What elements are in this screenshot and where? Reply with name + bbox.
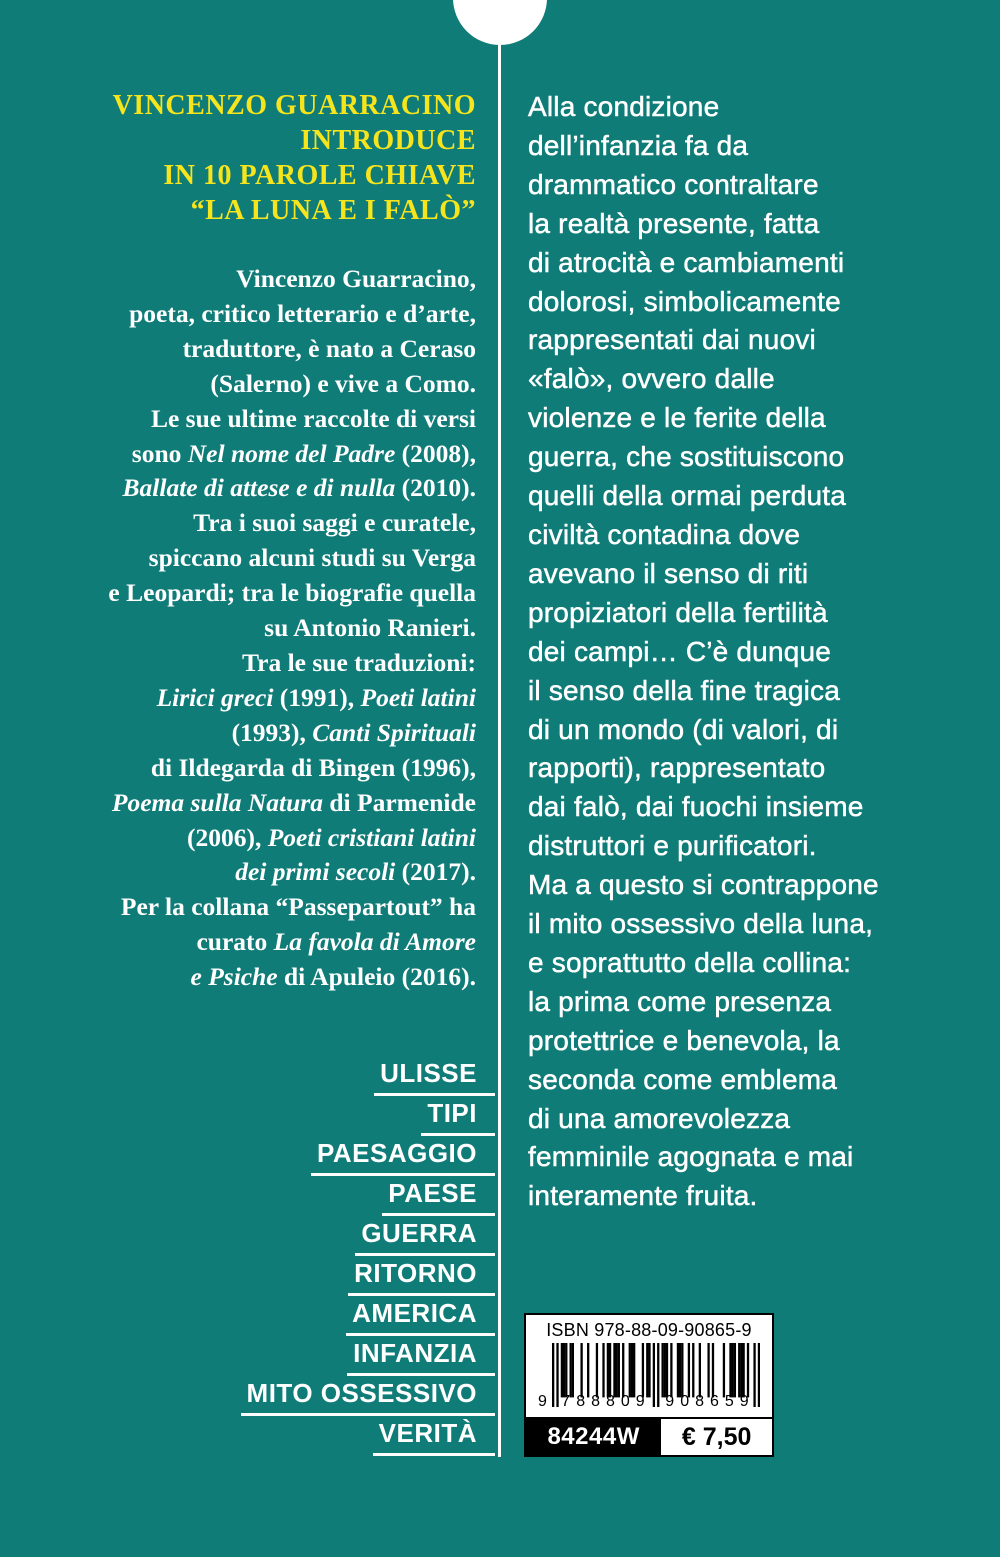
book-description-line: di atrocità e cambiamenti [528,246,845,278]
book-description-line: il senso della fine tragica [528,674,841,706]
book-description-line: guerra, che sostituiscono [528,441,845,473]
die-cut-notch [453,0,547,45]
author-bio-line: curato La favola di Amore [196,927,476,957]
book-description-line: propiziatori della fertilità [528,596,828,628]
book-description-line: «falò», ovvero dalle [528,363,775,395]
price-row [526,1417,772,1455]
author-bio-line: su Antonio Ranieri. [264,613,476,643]
keyword-label: MITO OSSESSIVO [241,1378,495,1416]
author-bio-line: Tra i suoi saggi e curatele, [193,508,476,538]
author-bio-line: (Salerno) e vive a Como. [210,368,476,398]
book-description-line: rappresentati dai nuovi [528,324,816,356]
keyword-label: PAESAGGIO [311,1138,495,1176]
author-bio-line: traduttore, è nato a Ceraso [182,333,476,363]
keyword-label: PAESE [382,1178,495,1216]
keyword-label: TIPI [421,1098,495,1136]
intro-heading-line: VINCENZO GUARRACINO [112,90,476,121]
barcode-digits-right: 908659 [665,1393,755,1410]
author-bio-line: Le sue ultime raccolte di versi [150,403,476,433]
keyword-row [40,1338,495,1376]
keyword-label: AMERICA [346,1298,495,1336]
keyword-row [40,1378,495,1416]
intro-heading-line: IN 10 PAROLE CHIAVE [163,160,476,191]
author-bio-line: e Leopardi; tra le biografie quella [108,578,476,608]
author-bio-line: Lirici greci (1991), Poeti latini [156,682,476,712]
book-description-line: Alla condizione [528,91,720,122]
sku-badge: 84244W [526,1419,661,1455]
author-bio-line: Per la collana “Passepartout” ha [120,892,476,922]
book-description-line: dei campi… C’è dunque [528,635,832,667]
keyword-label: GUERRA [355,1218,495,1256]
keyword-row [40,1418,495,1456]
intro-heading-line: INTRODUCE [300,125,476,156]
book-description-line: rapporti), rappresentato [528,752,826,784]
barcode [538,1343,760,1413]
book-description-line: quelli della ormai perduta [528,480,847,512]
isbn-label: ISBN 978-88-09-90865-9 [546,1320,752,1340]
author-bio-line: Tra le sue traduzioni: [242,647,476,677]
book-description-line: violenze e le ferite della [528,402,826,434]
book-description [528,88,960,1216]
author-bio-line: Ballate di attese e di nulla (2010). [122,473,476,503]
book-description-line: e soprattutto della collina: [528,946,852,978]
keyword-label: INFANZIA [347,1338,495,1376]
keyword-list [40,1058,495,1458]
keyword-label: VERITÀ [373,1418,495,1456]
book-description-line: dolorosi, simbolicamente [528,285,841,317]
intro-heading [40,88,476,228]
author-bio-line: Vincenzo Guarracino, [236,264,476,293]
isbn-block [524,1313,774,1457]
book-description-line: protettrice e benevola, la [528,1024,840,1056]
intro-heading-line: “LA LUNA E I FALÒ” [190,195,476,226]
book-description-line: distruttori e purificatori. [528,830,817,862]
book-description-line: il mito ossessivo della luna, [528,908,874,940]
keyword-row [40,1058,495,1096]
author-bio [40,262,476,995]
keyword-label: RITORNO [348,1258,495,1296]
book-description-line: la prima come presenza [528,985,832,1017]
author-bio-line: spiccano alcuni studi su Verga [148,543,476,573]
book-description-line: dell’infanzia fa da [528,129,749,161]
book-description-line: dai falò, dai fuochi insieme [528,791,864,823]
book-description-line: di una amorevolezza [528,1102,791,1134]
author-bio-line: dei primi secoli (2017). [235,857,476,887]
book-description-line: avevano il senso di riti [528,557,809,589]
column-divider [498,45,501,1457]
keyword-row [40,1138,495,1176]
author-bio-line: (2006), Poeti cristiani latini [186,822,476,852]
book-description-line: femminile agognata e mai [528,1141,854,1173]
author-bio-line: Poema sulla Natura di Parmenide [111,787,476,817]
book-description-line: drammatico contraltare [528,168,819,200]
keyword-label: ULISSE [374,1058,495,1096]
barcode-digits-left: 788809 [561,1393,651,1410]
book-description-line: di un mondo (di valori, di [528,713,839,745]
author-bio-line: sono Nel nome del Padre (2008), [131,438,476,468]
keyword-row [40,1258,495,1296]
book-description-line: civiltà contadina dove [528,518,801,550]
keyword-row [40,1178,495,1216]
book-description-line: Ma a questo si contrappone [528,869,879,901]
book-description-line: seconda come emblema [528,1063,838,1095]
author-bio-line: e Psiche di Apuleio (2016). [190,962,476,992]
keyword-row [40,1098,495,1136]
author-bio-line: di Ildegarda di Bingen (1996), [150,752,476,782]
author-bio-line: (1993), Canti Spirituali [231,717,476,747]
book-description-line: la realtà presente, fatta [528,207,820,239]
keyword-row [40,1218,495,1256]
keyword-row [40,1298,495,1336]
barcode-digit-first: 9 [538,1393,547,1410]
price-label: € 7,50 [661,1419,772,1455]
author-bio-line: poeta, critico letterario e d’arte, [129,298,476,328]
book-description-line: interamente fruita. [528,1180,758,1212]
